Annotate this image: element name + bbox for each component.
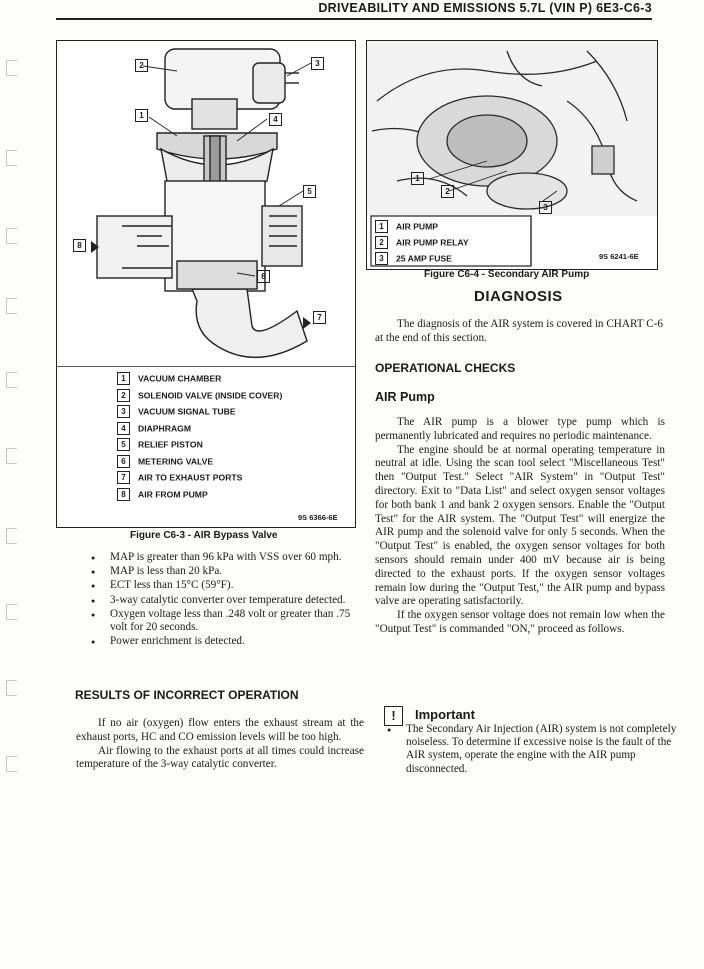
- callout-8: 8: [73, 239, 86, 252]
- condition-list: [90, 551, 362, 649]
- operational-checks-heading: OPERATIONAL CHECKS: [375, 361, 516, 375]
- important-heading: Important: [415, 707, 475, 722]
- legend-item: 4 DIAPHRAGM: [117, 422, 191, 434]
- figure-caption: Figure C6-4 - Secondary AIR Pump: [424, 269, 590, 280]
- legend-item: 3 25 AMP FUSE: [375, 252, 452, 264]
- air-bypass-valve-drawing: [57, 41, 355, 367]
- figure-code: 9S 6241-6E: [599, 252, 639, 261]
- legend-item: 1 AIR PUMP: [375, 220, 438, 232]
- air-pump-body: [375, 416, 665, 637]
- header-title: DRIVEABILITY AND EMISSIONS 5.7L (VIN P) 6E3-C6-3: [318, 1, 652, 15]
- paragraph: If the oxygen sensor voltage does not remain low when the "Output Test" is commanded "ON," proceed as follows.: [375, 609, 665, 635]
- callout-6: 6: [257, 270, 270, 283]
- figure-c6-3: [56, 40, 356, 528]
- callout-2: 2: [135, 59, 148, 72]
- figure-c6-4: [366, 40, 658, 270]
- callout-4: 4: [269, 113, 282, 126]
- callout-3: 3: [539, 201, 552, 214]
- list-item: ● Power enrichment is detected.: [90, 635, 362, 648]
- legend-item: 3 VACUUM SIGNAL TUBE: [117, 405, 236, 417]
- callout-2: 2: [441, 185, 454, 198]
- results-heading: RESULTS OF INCORRECT OPERATION: [75, 688, 299, 702]
- binder-edge: [0, 0, 18, 969]
- figure-code: 9S 6366-6E: [298, 513, 338, 522]
- page-header: [300, 0, 704, 18]
- legend-item: 6 METERING VALVE: [117, 455, 213, 467]
- callout-5: 5: [303, 185, 316, 198]
- results-body: [76, 717, 364, 772]
- paragraph: The engine should be at normal operating temperature in neutral at idle. Using the scan tool select "Miscellaneous Test" then "Output Test." Select "AIR System" in "Output Test" directory. Exit to "Data List" and select oxygen sensor voltages for both bank 1 and bank 2 oxygen sensors. Enable the "Output Test" for the AIR system. The "Output Test" will energize the AIR pump and the solenoid valve for only 5 seconds. When the "Output Test" is enabled, the oxygen sensor voltages for both sensors should remain under 400 mV because air is being directed to the exhaust ports. If the oxygen sensor voltages remain low during the "Output Test," the AIR pump and bypass valve are operating satisfactorily.: [375, 443, 665, 608]
- legend-item: 8 AIR FROM PUMP: [117, 488, 208, 500]
- list-item: ● Oxygen voltage less than .248 volt or greater than .75 volt for 20 seconds.: [90, 608, 362, 634]
- diagnosis-heading: DIAGNOSIS: [474, 288, 563, 305]
- legend-item: 2 SOLENOID VALVE (INSIDE COVER): [117, 389, 282, 401]
- callout-1: 1: [135, 109, 148, 122]
- callout-1: 1: [411, 172, 424, 185]
- legend-item: 2 AIR PUMP RELAY: [375, 236, 469, 248]
- list-item: ● ECT less than 15°C (59°F).: [90, 579, 362, 592]
- callout-3: 3: [311, 57, 324, 70]
- list-item: ● The Secondary Air Injection (AIR) system is not completely noiseless. To determine if excessive noise is the fault of the AIR system, operate the engine with the AIR pump disconnected.: [386, 723, 678, 776]
- legend-item: 5 RELIEF PISTON: [117, 438, 203, 450]
- legend-item: 1 VACUUM CHAMBER: [117, 372, 221, 384]
- list-item: ● 3-way catalytic converter over temperature detected.: [90, 594, 362, 607]
- list-item: ● MAP is less than 20 kPa.: [90, 565, 362, 578]
- fig4-legend: [375, 220, 525, 265]
- paragraph: If no air (oxygen) flow enters the exhaust stream at the exhaust ports, HC and CO emission levels will be too high.: [76, 717, 364, 743]
- fig3-legend: [117, 372, 347, 502]
- list-item: ● MAP is greater than 96 kPa with VSS over 60 mph.: [90, 551, 362, 564]
- paragraph: The diagnosis of the AIR system is covered in CHART C-6 at the end of this section.: [375, 318, 663, 344]
- callout-7: 7: [313, 311, 326, 324]
- important-list: [386, 723, 678, 777]
- air-pump-heading: AIR Pump: [375, 390, 435, 404]
- paragraph: The AIR pump is a blower type pump which is permanently lubricated and requires no periodic maintenance.: [375, 416, 665, 442]
- figure-caption: Figure C6-3 - AIR Bypass Valve: [130, 530, 278, 541]
- legend-item: 7 AIR TO EXHAUST PORTS: [117, 471, 242, 483]
- paragraph: Air flowing to the exhaust ports at all times could increase temperature of the 3-way catalytic converter.: [76, 744, 364, 771]
- important-icon: !: [384, 706, 403, 726]
- diagnosis-body: [375, 318, 663, 346]
- header-rule: [56, 18, 652, 20]
